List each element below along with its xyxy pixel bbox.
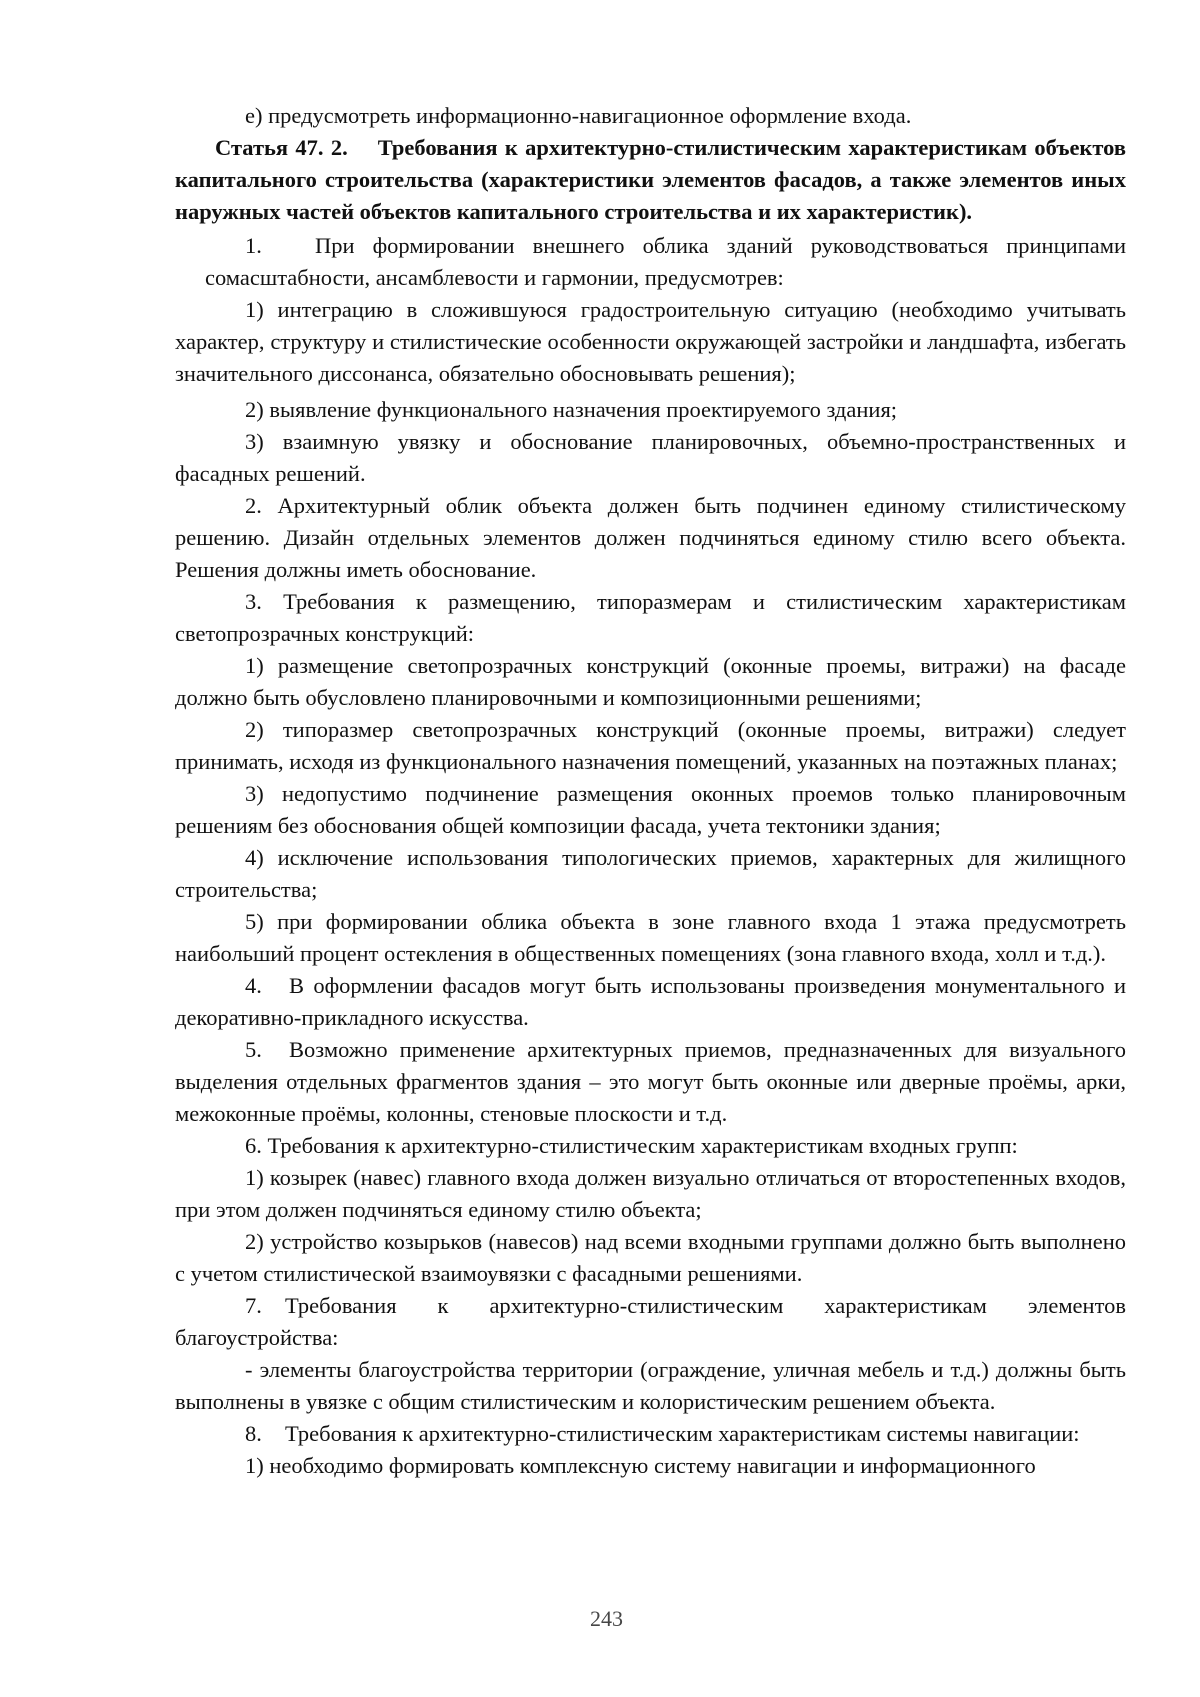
paragraph-5-text: Возможно применение архитектурных приемов, предназначенных для визуального выделения отдельных фрагментов здания – это могут быть оконные или дверные проёмы, арки, межоконные проёмы, колонны, стеновые плоскости и т.д. <box>175 1037 1126 1126</box>
paragraph-3-item-3: 3) недопустимо подчинение размещения оконных проемов только планировочным решениям без обоснования общей композиции фасада, учета тектоники здания; <box>175 781 1126 838</box>
article-label: Статья 47. 2. <box>215 135 348 160</box>
paragraph-1-number: 1. <box>245 233 262 258</box>
paragraph-4 <box>175 970 1126 1034</box>
paragraph-8-text: Требования к архитектурно-стилистическим характеристикам системы навигации: <box>285 1421 1080 1446</box>
paragraph-4-number: 4. <box>245 973 262 998</box>
paragraph-1 <box>175 230 1126 294</box>
paragraph-3-item-1: 1) размещение светопрозрачных конструкций (оконные проемы, витражи) на фасаде должно быть обусловлено планировочными и композиционными решениями; <box>175 653 1126 710</box>
paragraph-8 <box>175 1418 1126 1450</box>
paragraph-6-item-1: 1) козырек (навес) главного входа должен визуально отличаться от второстепенных входов, при этом должен подчиняться единому стилю объекта; <box>175 1165 1126 1222</box>
paragraph-6-item-2: 2) устройство козырьков (навесов) над всеми входными группами должно быть выполнено с учетом стилистической взаимоувязки с фасадными решениями. <box>175 1229 1126 1286</box>
paragraph-7-number: 7. <box>245 1293 262 1318</box>
paragraph-3: 3. Требования к размещению, типоразмерам и стилистическим характеристикам светопрозрачных конструкций: <box>175 589 1126 646</box>
article-title: Требования к архитектурно-стилистическим характеристикам объектов капитального строительства (характеристики элементов фасадов, а также элементов иных наружных частей объектов капитального строительства и их характеристик). <box>175 135 1126 224</box>
paragraph-4-text: В оформлении фасадов могут быть использованы произведения монументального и декоративно-прикладного искусства. <box>175 973 1126 1030</box>
article-heading <box>175 132 1126 228</box>
paragraph-3-item-5: 5) при формировании облика объекта в зоне главного входа 1 этажа предусмотреть наибольший процент остекления в общественных помещениях (зона главного входа, холл и т.д.). <box>175 909 1126 966</box>
paragraph-1-item-1: 1) интеграцию в сложившуюся градостроительную ситуацию (необходимо учитывать характер, структуру и стилистические особенности окружающей застройки и ландшафта, избегать значительного диссонанса, обязательно обосновывать решения); <box>175 297 1126 386</box>
paragraph-3-item-2: 2) типоразмер светопрозрачных конструкций (оконные проемы, витражи) следует принимать, исходя из функционального назначения помещений, указанных на поэтажных планах; <box>175 717 1126 774</box>
paragraph-3-item-4: 4) исключение использования типологических приемов, характерных для жилищного строительства; <box>175 845 1126 902</box>
paragraph-6: 6. Требования к архитектурно-стилистическим характеристикам входных групп: <box>245 1133 1018 1158</box>
document-page <box>175 100 1126 1482</box>
paragraph-1-text: При формировании внешнего облика зданий руководствоваться принципами сомасштабности, ансамблевости и гармонии, предусмотрев: <box>205 233 1126 290</box>
paragraph-7-item-1: - элементы благоустройства территории (ограждение, уличная мебель и т.д.) должны быть выполнены в увязке с общим стилистическим и колористическим решением объекта. <box>175 1357 1126 1414</box>
paragraph-7 <box>175 1290 1126 1354</box>
paragraph-5-number: 5. <box>245 1037 262 1062</box>
paragraph-2: 2. Архитектурный облик объекта должен быть подчинен единому стилистическому решению. Дизайн отдельных элементов должен подчиняться единому стилю всего объекта. Решения должны иметь обоснование. <box>175 493 1126 582</box>
page-number: 243 <box>590 1606 623 1631</box>
paragraph-1-item-2: 2) выявление функционального назначения проектируемого здания; <box>245 397 898 422</box>
paragraph-8-number: 8. <box>245 1421 262 1446</box>
paragraph-7-text: Требования к архитектурно-стилистическим характеристикам элементов благоустройства: <box>175 1293 1126 1350</box>
paragraph-1-item-3: 3) взаимную увязку и обоснование планировочных, объемно-пространственных и фасадных решений. <box>175 429 1126 486</box>
paragraph-8-item-1: 1) необходимо формировать комплексную систему навигации и информационного <box>245 1453 1036 1478</box>
paragraph-5 <box>175 1034 1126 1130</box>
list-item-e: е) предусмотреть информационно-навигационное оформление входа. <box>245 103 912 128</box>
